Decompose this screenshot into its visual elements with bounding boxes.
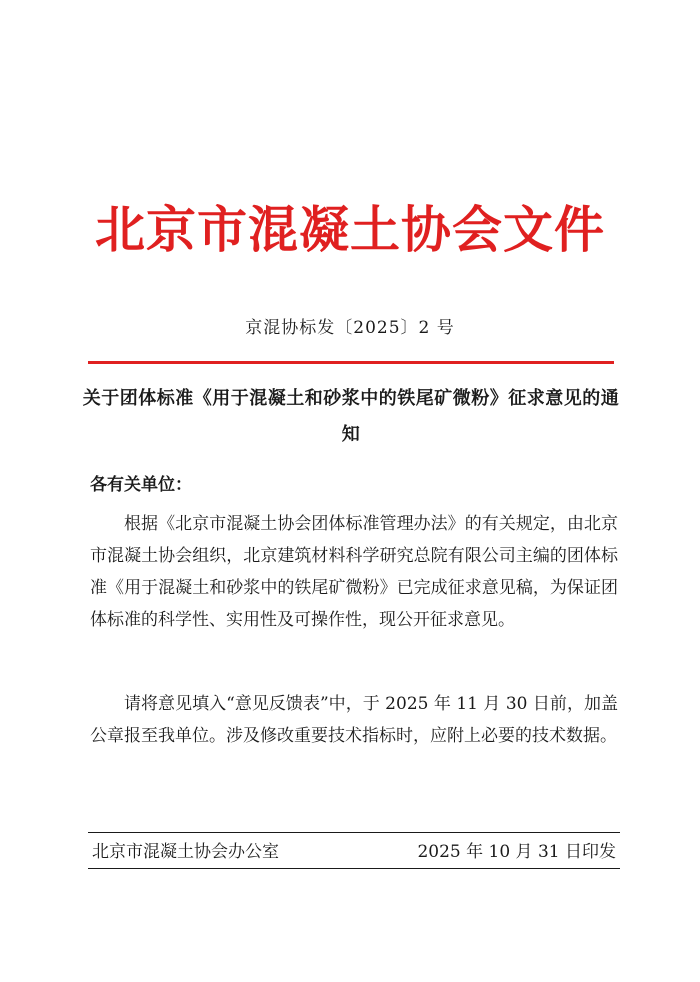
document-number: 京混协标发〔2025〕2 号: [245, 318, 455, 338]
body-paragraph: 根据《北京市混凝土协会团体标准管理办法》的有关规定，由北京市混凝土协会组织，北京建筑材料科学研究总院有限公司主编的团体标准《用于混凝土和砂浆中的铁尾矿微粉》已完成征求意见稿，为保证团体标准的科学性、实用性及可操作性，现公开征求意见。: [90, 514, 618, 630]
print-date: 2025 年 10 月 31 日印发: [417, 842, 616, 862]
footer-top-rule: [88, 832, 620, 833]
salutation: 各有关单位：: [90, 475, 192, 495]
issuer-name: 北京市混凝土协会办公室: [92, 842, 279, 862]
footer-bottom-rule: [88, 868, 620, 869]
notice-title: 关于团体标准《用于混凝土和砂浆中的铁尾矿微粉》征求意见的通知: [82, 388, 620, 445]
red-divider: [88, 361, 614, 364]
document-header-title: 北京市混凝土协会文件: [95, 200, 605, 259]
body-paragraph: 请将意见填入“意见反馈表”中，于 2025 年 11 月 30 日前，加盖公章报至我单位。涉及修改重要技术指标时，应附上必要的技术数据。: [90, 694, 618, 746]
